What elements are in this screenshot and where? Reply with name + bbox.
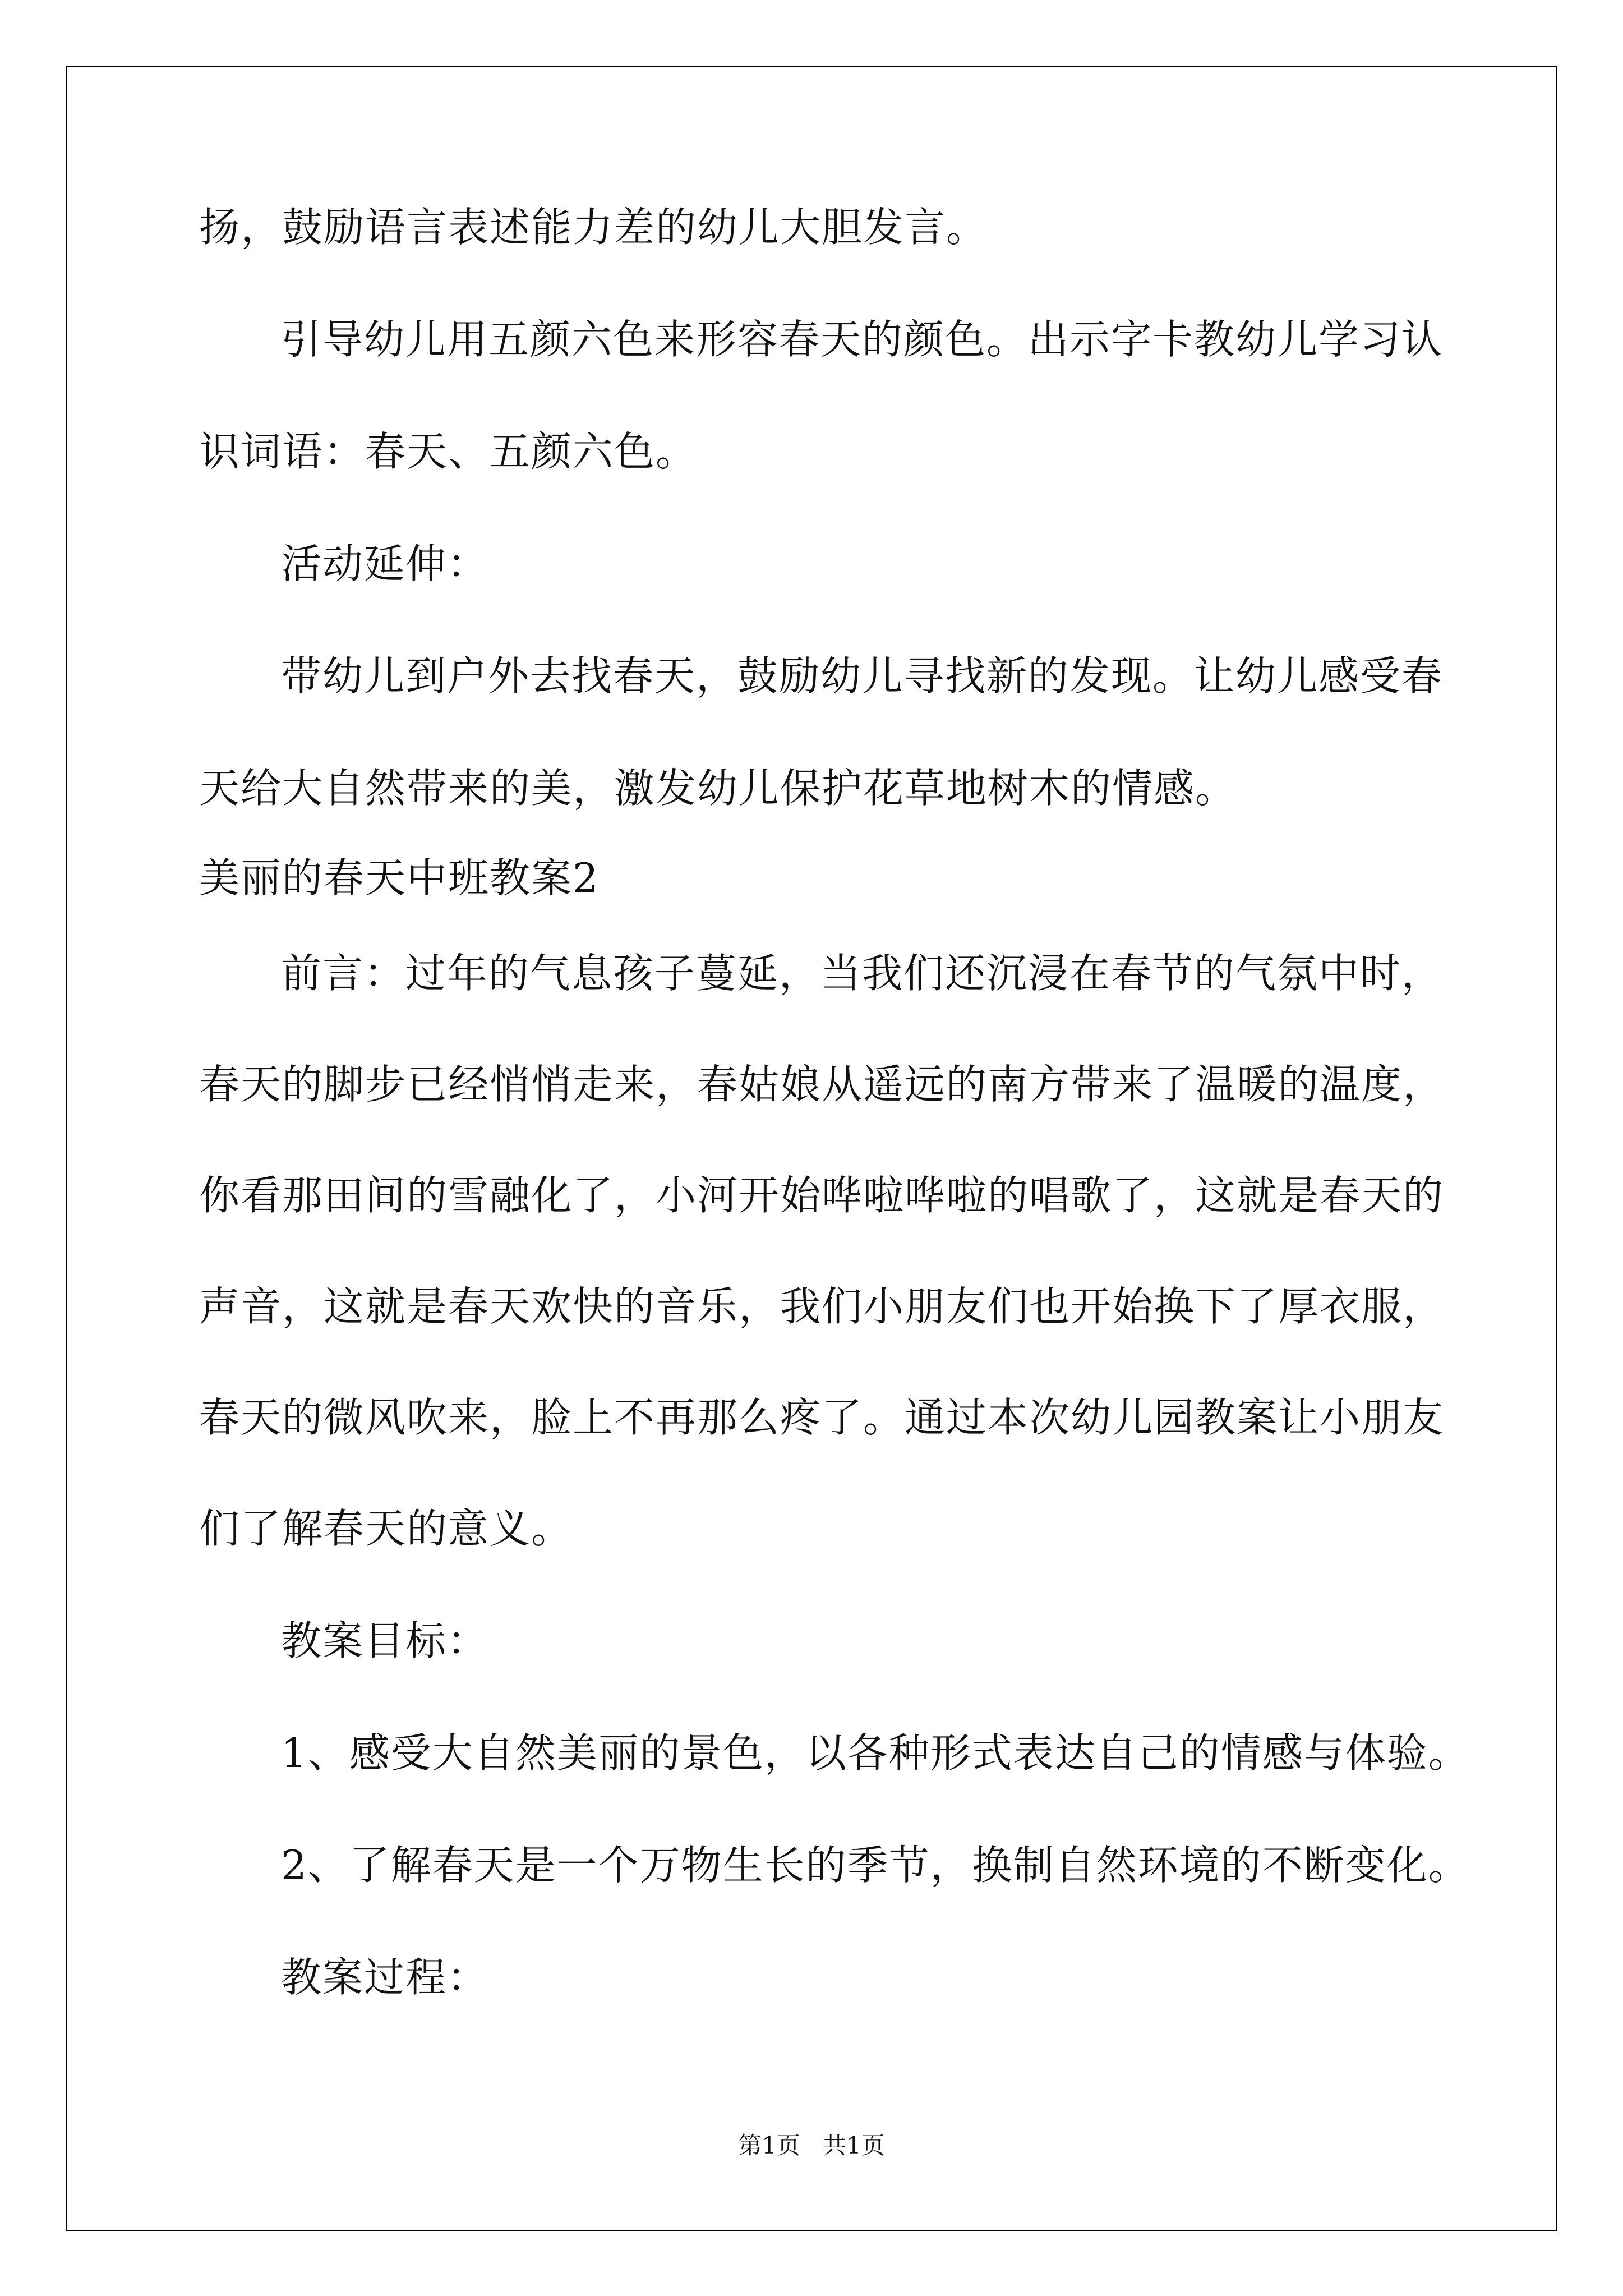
list-item: 2、了解春天是一个万物生长的季节，换制自然环境的不断变化。	[281, 1842, 1470, 1889]
paragraph-line: 你看那田间的雪融化了，小河开始哗啦哗啦的唱歌了，这就是春天的	[199, 1172, 1445, 1219]
page-footer: 第1页 共1页	[738, 2132, 885, 2159]
paragraph-line: 声音，这就是春天欢快的音乐，我们小朋友们也开始换下了厚衣服，	[199, 1283, 1445, 1330]
paragraph-line: 春天的微风吹来，脸上不再那么疼了。通过本次幼儿园教案让小朋友	[199, 1394, 1445, 1441]
paragraph-line: 春天的脚步已经悄悄走来，春姑娘从遥远的南方带来了温暖的温度，	[199, 1061, 1445, 1108]
paragraph-line: 教案过程：	[281, 1954, 489, 2001]
paragraph-line: 带幼儿到户外去找春天，鼓励幼儿寻找新的发现。让幼儿感受春	[281, 652, 1444, 700]
paragraph-line: 活动延伸：	[281, 540, 489, 587]
paragraph-line: 前言：过年的气息孩子蔓延，当我们还沉浸在春节的气氛中时，	[281, 950, 1444, 997]
section-heading: 美丽的春天中班教案2	[199, 854, 600, 901]
paragraph-line: 教案目标：	[281, 1617, 489, 1664]
paragraph-line: 天给大自然带来的美，激发幼儿保护花草地树木的情感。	[199, 765, 1237, 812]
paragraph-line: 引导幼儿用五颜六色来形容春天的颜色。出示字卡教幼儿学习认	[281, 316, 1444, 363]
paragraph-line: 们了解春天的意义。	[199, 1505, 573, 1552]
page-border	[66, 66, 1557, 2231]
paragraph-line: 识词语：春天、五颜六色。	[199, 428, 698, 475]
paragraph-line: 扬，鼓励语言表述能力差的幼儿大胆发言。	[199, 204, 988, 251]
list-item: 1、感受大自然美丽的景色，以各种形式表达自己的情感与体验。	[281, 1729, 1470, 1777]
